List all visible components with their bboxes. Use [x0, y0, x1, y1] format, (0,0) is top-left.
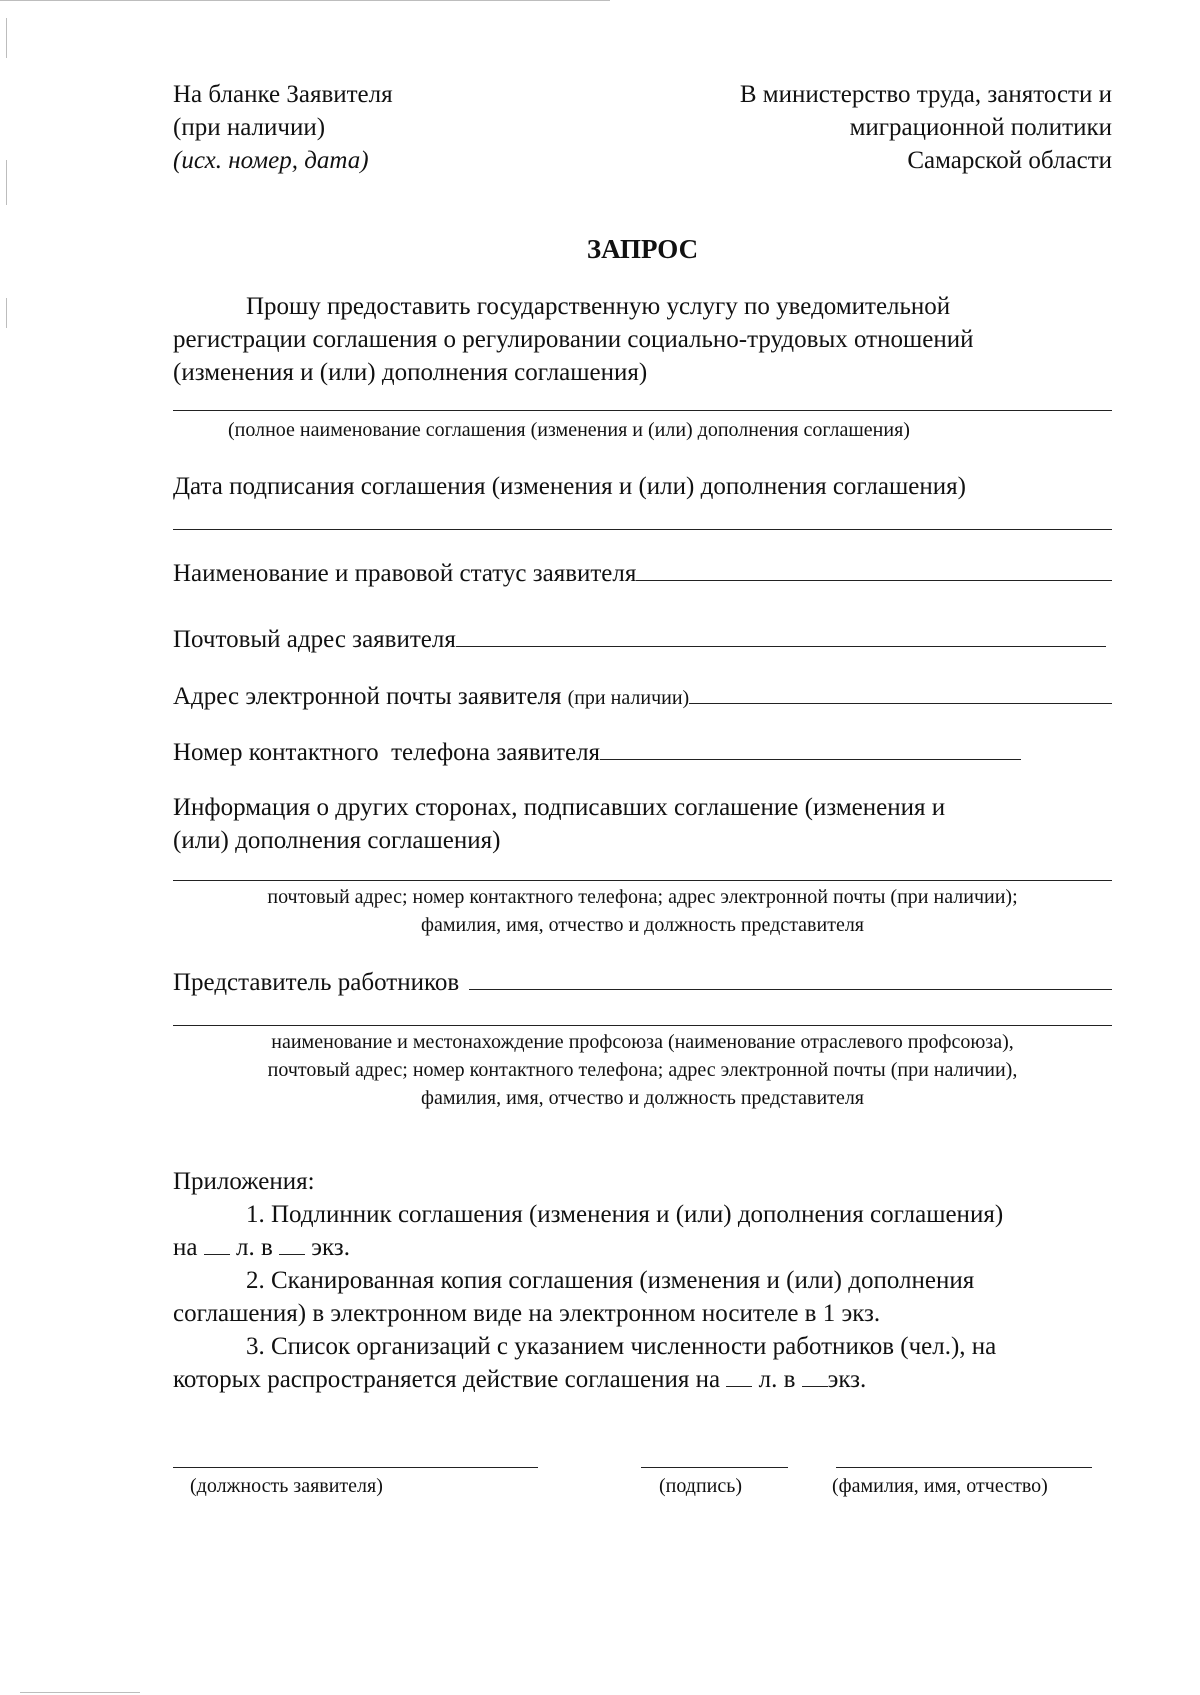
attachment-3-copies-label: экз.: [827, 1366, 867, 1393]
scan-edge-left-2: [6, 160, 7, 205]
phone-label: Номер контактного телефона заявителя: [173, 739, 601, 766]
signing-date-line[interactable]: [173, 529, 1112, 530]
email-label: Адрес электронной почты заявителя: [173, 683, 562, 710]
caption-workers-rep: [173, 1028, 1112, 1112]
other-parties-line-1: Информация о других сторонах, подписавших соглашение (изменения и: [173, 794, 946, 821]
attachment-3-line-1: 3. Список организаций с указанием численности работников (чел.), на: [246, 1333, 997, 1360]
workers-rep-label: Представитель работников: [173, 969, 460, 996]
header-right-line-1: В министерство труда, занятости и: [739, 81, 1112, 108]
intro-line-1: Прошу предоставить государственную услугу по уведомительной: [246, 293, 951, 320]
attachment-3-copies-field[interactable]: [802, 1385, 828, 1387]
caption-other-parties-line-1: почтовый адрес; номер контактного телефона; адрес электронной почты (при наличии);: [267, 886, 1018, 908]
email-field[interactable]: [689, 702, 1112, 704]
scan-edge-top: [0, 0, 610, 1]
caption-workers-rep-line-1: наименование и местонахождение профсоюза (наименование отраслевого профсоюза),: [271, 1031, 1014, 1053]
attachment-1-on: на: [173, 1234, 198, 1261]
attachments-block: [173, 1165, 1112, 1396]
sign-signature-line[interactable]: [641, 1467, 788, 1468]
email-row: [173, 680, 1112, 715]
intro-line-3: (изменения и (или) дополнения соглашения): [173, 359, 648, 386]
other-parties-line[interactable]: [173, 880, 1112, 881]
applicant-name-status-label: Наименование и правовой статус заявителя: [173, 560, 637, 587]
caption-full-name: (полное наименование соглашения (изменения и (или) дополнения соглашения): [228, 419, 910, 441]
full-name-line[interactable]: [173, 410, 1112, 411]
other-parties-line-2: (или) дополнения соглашения): [173, 827, 501, 854]
applicant-name-status-row: [173, 557, 1112, 590]
scan-edge-left-1: [6, 18, 7, 58]
header-left: [173, 78, 393, 177]
attachment-3-line-2: [173, 1363, 1112, 1396]
attachment-2-line-1: 2. Сканированная копия соглашения (изменения и (или) дополнения: [246, 1267, 975, 1294]
caption-other-parties: [173, 883, 1112, 939]
workers-rep-row: [173, 966, 1112, 999]
attachment-1-line-1: 1. Подлинник соглашения (изменения и (или) дополнения соглашения): [246, 1201, 1004, 1228]
attachment-3-text: которых распространяется действие соглашения на: [173, 1366, 721, 1393]
scan-edge-left-3: [6, 298, 7, 328]
header-left-line-3: (исх. номер, дата): [173, 147, 369, 174]
attachment-1-pages-field[interactable]: [204, 1253, 230, 1255]
applicant-name-status-field[interactable]: [636, 579, 1112, 581]
attachment-1-copies-field[interactable]: [279, 1253, 305, 1255]
postal-address-row: [173, 623, 1106, 656]
attachment-1-pages-label: л. в: [235, 1234, 273, 1261]
signature-full-name-caption: (фамилия, имя, отчество): [832, 1475, 1048, 1497]
signature-position-caption: (должность заявителя): [190, 1475, 383, 1497]
position-signature-line[interactable]: [173, 1467, 538, 1468]
workers-rep-field[interactable]: [469, 988, 1112, 990]
caption-other-parties-line-2: фамилия, имя, отчество и должность представителя: [421, 914, 864, 936]
workers-rep-line[interactable]: [173, 1025, 1112, 1026]
attachment-3-pages-field[interactable]: [726, 1385, 752, 1387]
attachments-heading: Приложения:: [173, 1168, 315, 1195]
other-parties-label: [173, 791, 945, 857]
header-right: [600, 78, 1112, 177]
postal-address-label: Почтовый адрес заявителя: [173, 626, 456, 653]
attachment-3-pages-label: л. в: [758, 1366, 796, 1393]
phone-row: [173, 736, 1021, 769]
header-left-line-2: (при наличии): [173, 114, 326, 141]
signing-date-label: Дата подписания соглашения (изменения и (или) дополнения соглашения): [173, 473, 966, 500]
intro-paragraph: [173, 290, 1112, 389]
signature-sign-caption: (подпись): [659, 1475, 743, 1497]
page-title: ЗАПРОС: [586, 234, 699, 264]
scan-edge-bottom: [20, 1692, 140, 1693]
header-right-line-2: миграционной политики: [849, 114, 1112, 141]
full-name-signature-line[interactable]: [836, 1467, 1092, 1468]
attachment-1-copies-label: экз.: [311, 1234, 350, 1261]
attachment-1-line-2: [173, 1231, 1112, 1264]
email-note: (при наличии): [567, 687, 690, 709]
caption-workers-rep-line-3: фамилия, имя, отчество и должность представителя: [421, 1087, 864, 1109]
header-right-line-3: Самарской области: [907, 147, 1112, 174]
caption-workers-rep-line-2: почтовый адрес; номер контактного телефона; адрес электронной почты (при наличии),: [267, 1059, 1018, 1081]
header-left-line-1: На бланке Заявителя: [173, 81, 393, 108]
postal-address-field[interactable]: [456, 645, 1106, 647]
intro-line-2: регистрации соглашения о регулировании социально-трудовых отношений: [173, 326, 974, 353]
attachment-2-line-2: соглашения) в электронном виде на электронном носителе в 1 экз.: [173, 1300, 881, 1327]
phone-field[interactable]: [600, 758, 1021, 760]
